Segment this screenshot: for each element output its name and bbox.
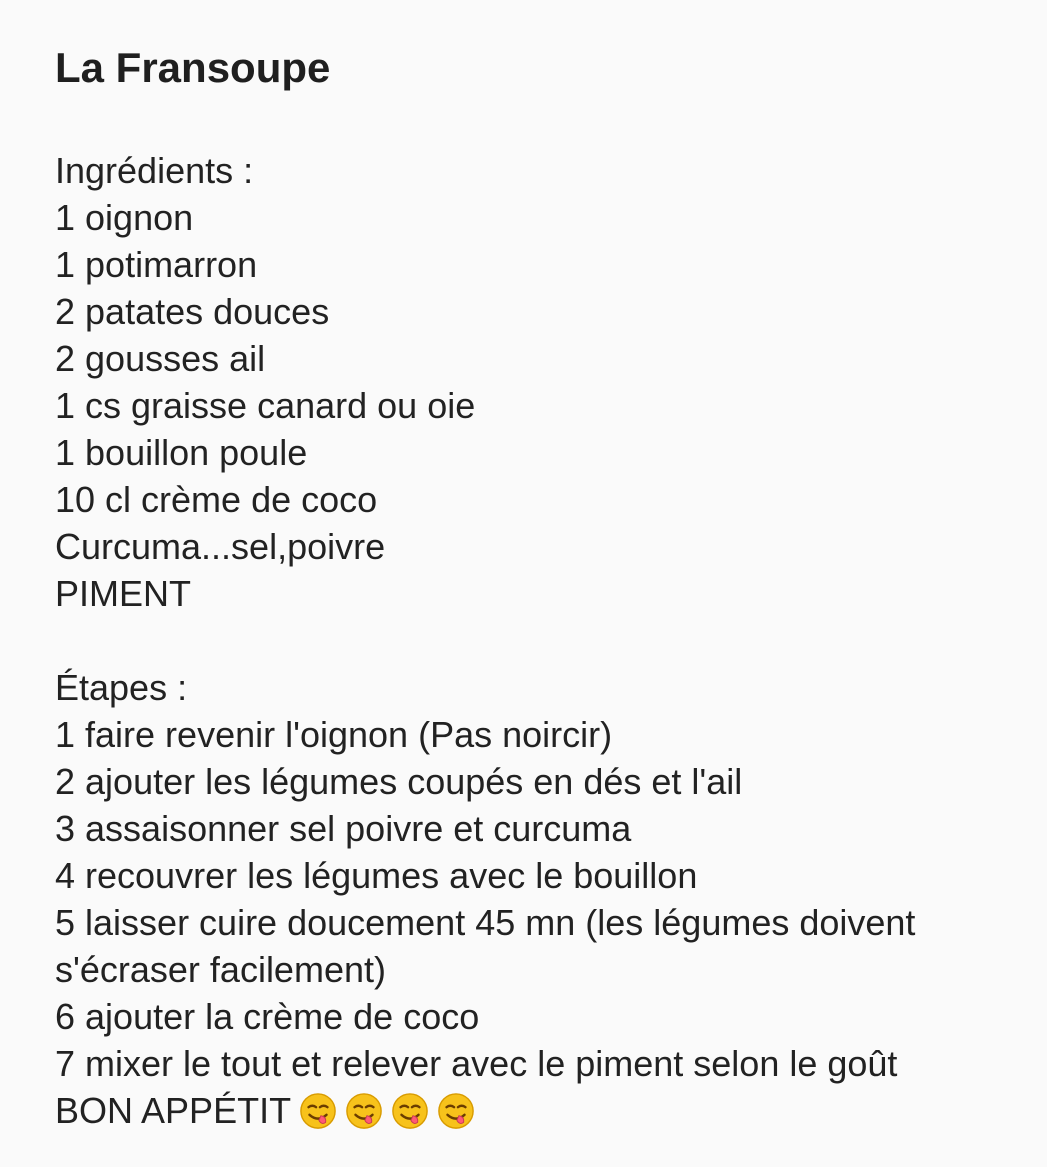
step-item: 7 mixer le tout et relever avec le piment selon le goût: [55, 1043, 898, 1084]
ingredient-item: 2 patates douces: [55, 291, 330, 332]
step-item: 2 ajouter les légumes coupés en dés et l'ail: [55, 761, 743, 802]
ingredient-item: Curcuma...sel,poivre: [55, 526, 386, 567]
step-item: 4 recouvrer les légumes avec le bouillon: [55, 855, 698, 896]
face-savoring-food-icon: [391, 1092, 429, 1130]
face-savoring-food-icon: [345, 1092, 383, 1130]
face-savoring-food-icon: [437, 1092, 475, 1130]
recipe-note: [55, 40, 1015, 1134]
step-item: 5 laisser cuire doucement 45 mn (les légumes doivent: [55, 902, 916, 943]
ingredients-heading: Ingrédients :: [55, 150, 254, 191]
ingredient-item: 1 bouillon poule: [55, 432, 308, 473]
step-item: 6 ajouter la crème de coco: [55, 996, 480, 1037]
step-item-continuation: s'écraser facilement): [55, 949, 386, 990]
ingredient-item: 1 potimarron: [55, 244, 258, 285]
closing-text: BON APPÉTIT: [55, 1090, 292, 1131]
ingredients-section: [55, 147, 1015, 617]
section-gap: [55, 617, 1015, 664]
step-item: 3 assaisonner sel poivre et curcuma: [55, 808, 632, 849]
step-item: 1 faire revenir l'oignon (Pas noircir): [55, 714, 613, 755]
recipe-title: La Fransoupe: [55, 44, 331, 91]
ingredient-item: 10 cl crème de coco: [55, 479, 378, 520]
steps-section: [55, 664, 1015, 1087]
ingredient-item: PIMENT: [55, 573, 192, 614]
face-savoring-food-icon: [299, 1092, 337, 1130]
ingredient-item: 2 gousses ail: [55, 338, 266, 379]
ingredient-item: 1 cs graisse canard ou oie: [55, 385, 476, 426]
ingredient-item: 1 oignon: [55, 197, 194, 238]
title-spacer: [55, 96, 1015, 147]
steps-heading: Étapes :: [55, 667, 188, 708]
closing-line: [55, 1087, 1015, 1134]
emoji-row: [299, 1092, 483, 1130]
